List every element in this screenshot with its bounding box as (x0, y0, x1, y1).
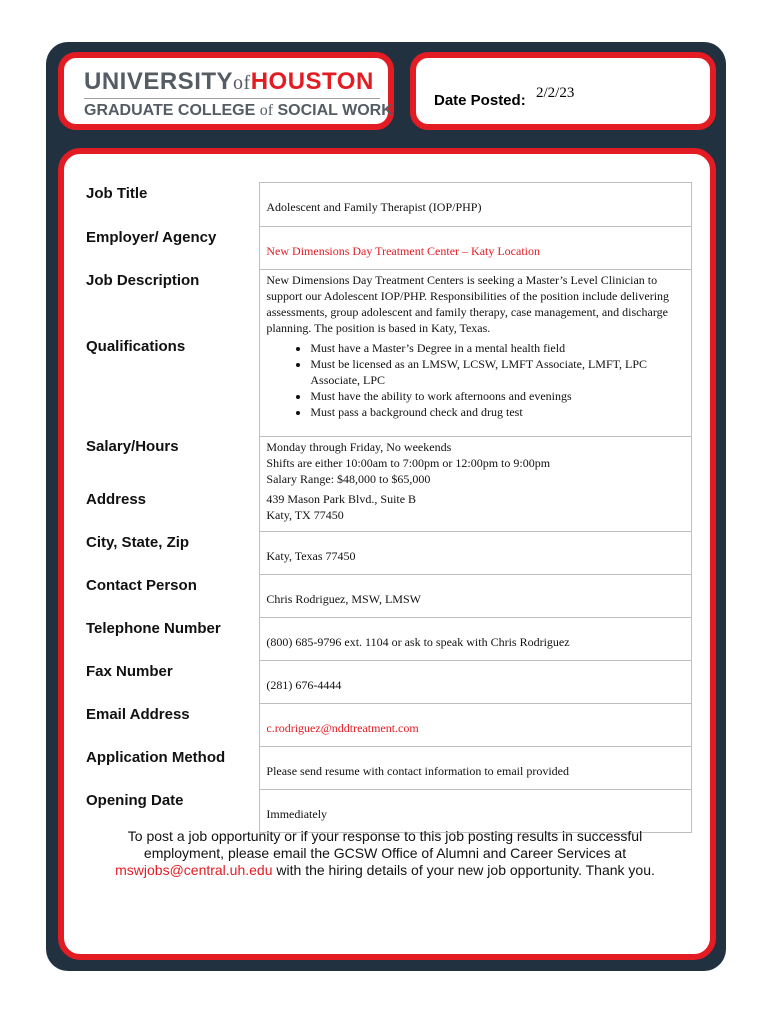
row-fax (80, 661, 692, 704)
opening-date-label: Opening Date (86, 791, 184, 809)
employer-value: New Dimensions Day Treatment Center – Katy Location (266, 244, 541, 258)
footer-text-start: To post a job opportunity or if your response to this job posting results in successful employment, please email the GCSW Office of Alumni and Career Services at (127, 828, 643, 861)
job-description-label: Job Description (86, 271, 200, 289)
row-telephone (80, 618, 692, 661)
city-state-zip-value: Katy, Texas 77450 (266, 549, 356, 563)
salary-hours-label: Salary/Hours (86, 438, 179, 455)
email-label: Email Address (86, 705, 190, 723)
fax-label: Fax Number (86, 662, 173, 680)
job-title-value: Adolescent and Family Therapist (IOP/PHP) (266, 200, 482, 214)
logo-houston-text: HOUSTON (250, 68, 374, 95)
fax-value: (281) 676-4444 (266, 678, 342, 692)
university-logo (84, 68, 374, 96)
row-opening-date (80, 790, 692, 833)
application-method-label: Application Method (86, 748, 226, 766)
list-item: • Must have the ability to work afternoons and evenings (310, 388, 685, 404)
logo-panel (58, 52, 394, 130)
email-link[interactable]: c.rodriguez@nddtreatment.com (266, 721, 419, 735)
date-posted-label: Date Posted: (434, 92, 526, 109)
row-email (80, 704, 692, 747)
employer-label: Employer/ Agency (86, 228, 217, 246)
row-job-title (80, 183, 692, 227)
qualifications-label: Qualifications (86, 338, 186, 355)
city-state-zip-label: City, State, Zip (86, 533, 190, 551)
college-name (84, 102, 393, 120)
row-address (80, 489, 692, 532)
row-city-state-zip (80, 532, 692, 575)
footer-note (100, 828, 670, 879)
row-job-description (80, 270, 692, 339)
row-contact-person (80, 575, 692, 618)
address-label: Address (86, 490, 147, 508)
row-salary-hours (80, 436, 692, 489)
contact-person-value: Chris Rodriguez, MSW, LMSW (266, 592, 421, 606)
qualifications-list (266, 340, 685, 420)
date-panel (410, 52, 716, 130)
footer-text-end: with the hiring details of your new job opportunity. Thank you. (272, 862, 655, 878)
logo-university-text: UNIVERSITY (84, 68, 234, 95)
row-qualifications (80, 338, 692, 436)
footer-email-link[interactable]: mswjobs@central.uh.edu (115, 862, 273, 878)
address-line-city: Katy, TX 77450 (266, 507, 344, 522)
job-description-value: New Dimensions Day Treatment Centers is seeking a Master’s Level Clinician to support our Adolescent IOP/PHP. Responsibilities of the position include delivering assessments, group adolescent and family therapy, case management, and discharge planning. The position is based in Katy, Texas. (260, 270, 692, 339)
application-method-value: Please send resume with contact information to email provided (266, 764, 569, 778)
row-application-method (80, 747, 692, 790)
salary-line-shifts: Shifts are either 10:00am to 7:00pm or 12:00pm to 9:00pm (266, 455, 551, 470)
contact-person-label: Contact Person (86, 576, 197, 594)
list-item: • Must pass a background check and drug test (310, 404, 685, 420)
college-suffix-text: SOCIAL WORK (277, 102, 393, 119)
telephone-value: (800) 685-9796 ext. 1104 or ask to speak with Chris Rodriguez (266, 635, 570, 649)
logo-of-text: of (233, 72, 251, 94)
date-posted-value: 2/2/23 (536, 85, 575, 101)
list-item: • Must have a Master’s Degree in a mental health field (310, 340, 685, 356)
row-employer (80, 227, 692, 270)
list-item: • Must be licensed as an LMSW, LCSW, LMFT Associate, LMFT, LPC Associate, LPC (310, 356, 685, 388)
college-of-text: of (259, 102, 274, 119)
salary-line-days: Monday through Friday, No weekends (266, 439, 452, 454)
telephone-label: Telephone Number (86, 619, 221, 637)
college-prefix-text: GRADUATE COLLEGE (84, 102, 256, 119)
opening-date-value: Immediately (266, 807, 328, 821)
logo-divider (84, 98, 380, 99)
job-title-label: Job Title (86, 184, 148, 202)
address-line-street: 439 Mason Park Blvd., Suite B (266, 491, 417, 506)
job-posting-table (80, 182, 692, 833)
salary-line-range: Salary Range: $48,000 to $65,000 (266, 471, 431, 486)
